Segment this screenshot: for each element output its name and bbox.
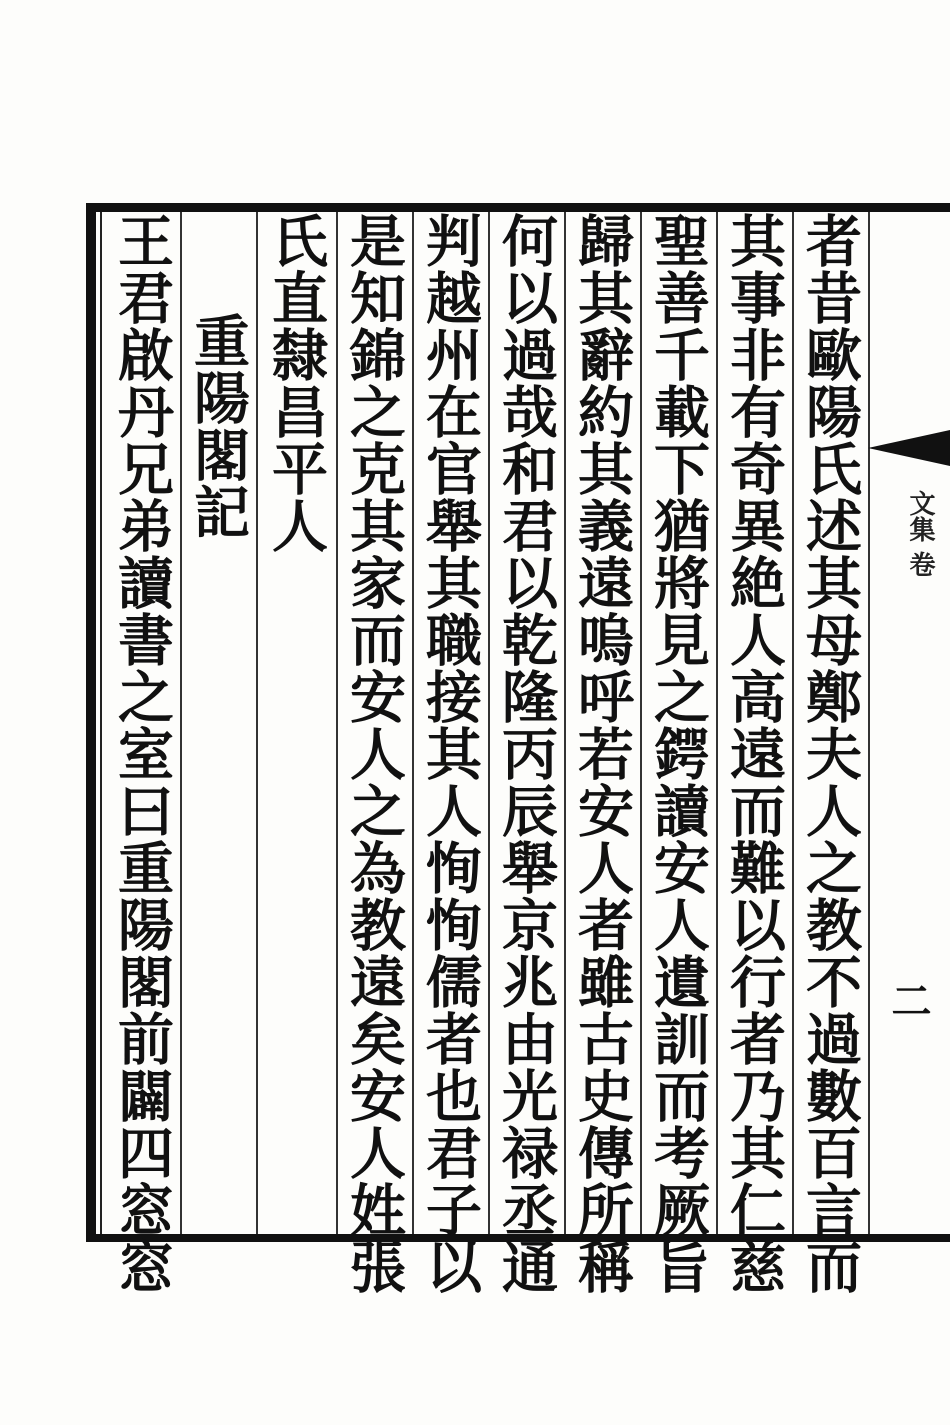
essay-title-column xyxy=(182,212,254,1234)
text-column-5 xyxy=(490,212,562,1295)
fore-edge-page-number: 二 xyxy=(885,980,932,1020)
text-column-10 xyxy=(106,212,178,1295)
column-text: 歸其辭約其義遠嗚呼若安人者雖古史傳所稱 xyxy=(569,212,635,1295)
column-text: 何以過哉和君以乾隆丙辰舉京兆由光禄丞通 xyxy=(493,212,559,1295)
text-column-1 xyxy=(794,212,866,1295)
essay-title: 重陽閣記 xyxy=(185,312,251,540)
column-text: 氏直隸昌平人 xyxy=(263,212,329,554)
fore-edge xyxy=(868,212,950,1234)
column-rule xyxy=(256,212,258,1234)
column-text: 判越州在官舉其職接其人恂恂儒者也君子以 xyxy=(417,212,483,1295)
column-text: 王君啟丹兄弟讀書之室曰重陽閣前闢四窓窓 xyxy=(109,212,175,1295)
text-column-2 xyxy=(718,212,790,1295)
text-column-8 xyxy=(260,212,332,1234)
text-column-3 xyxy=(642,212,714,1295)
frame-top-border xyxy=(86,203,950,212)
column-text: 者昔歐陽氏述其母鄭夫人之教不過數百言而 xyxy=(797,212,863,1295)
column-text: 是知錦之克其家而安人之為教遠矣安人姓張 xyxy=(341,212,407,1295)
frame-left-border xyxy=(86,203,96,1242)
fore-edge-title: 文集 卷 xyxy=(905,490,935,578)
text-column-7 xyxy=(338,212,410,1295)
column-text: 其事非有奇異絶人高遠而難以行者乃其仁慈 xyxy=(721,212,787,1295)
column-text: 聖善千載下猶將見之鍔讀安人遺訓而考厥旨 xyxy=(645,212,711,1295)
text-column-6 xyxy=(414,212,486,1295)
frame-inner-left-border xyxy=(100,212,102,1234)
text-column-4 xyxy=(566,212,638,1295)
